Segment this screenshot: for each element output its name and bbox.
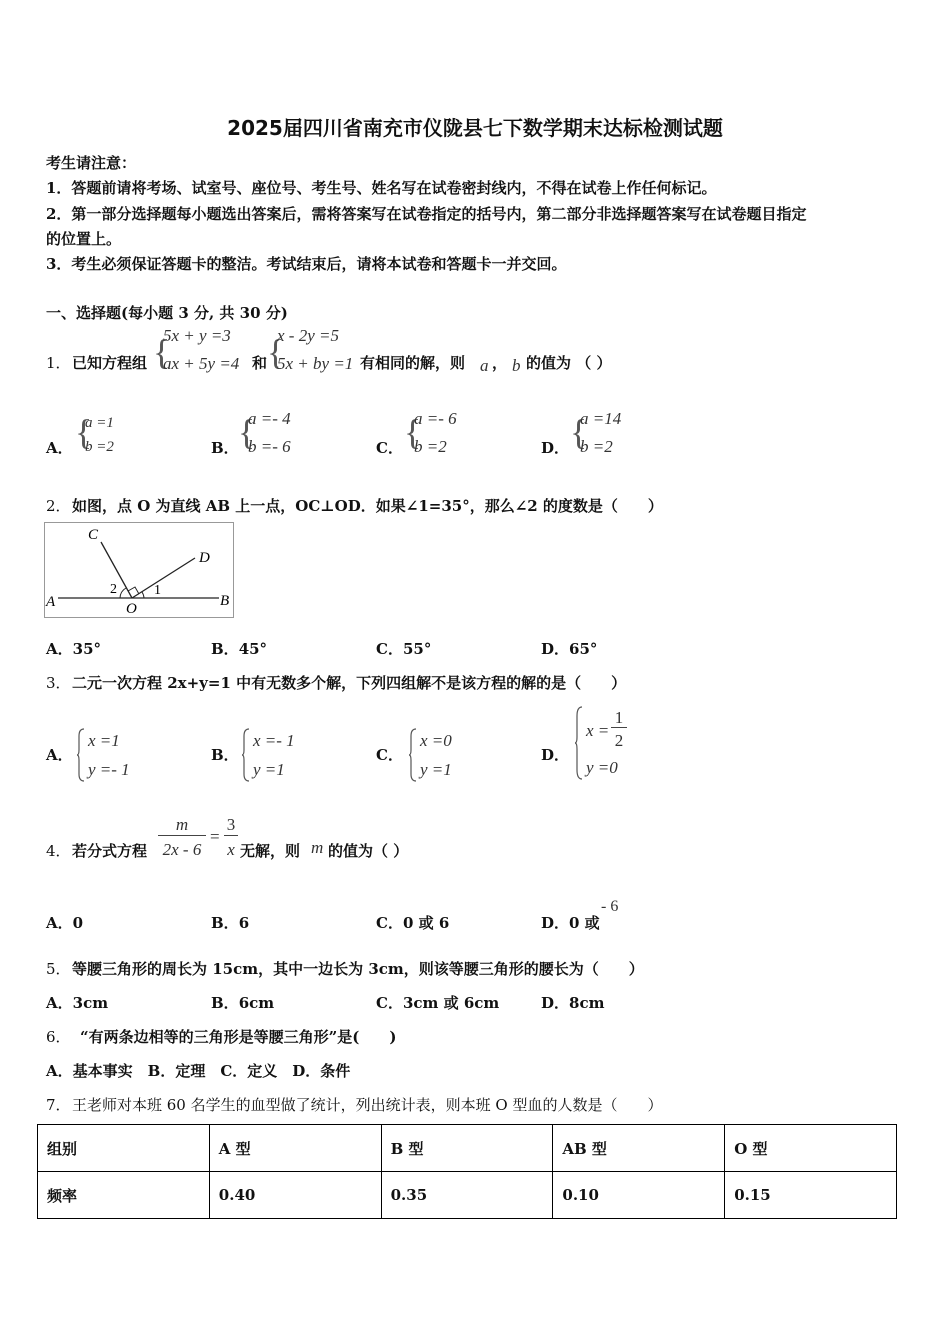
q6-number: 6． — [46, 1028, 71, 1046]
q2-option-a[interactable] — [46, 638, 101, 659]
q5-option-a-label: A． — [46, 994, 73, 1012]
q5-option-a-text: 3cm — [72, 994, 109, 1012]
q1-option-b-brace: { — [238, 412, 256, 452]
q4-option-a-label: A． — [46, 914, 73, 932]
q4-suffix2: 的值为（ ） — [328, 842, 409, 860]
q3-option-d-label[interactable]: D． — [541, 746, 570, 764]
q3-option-c-line2: y =1 — [420, 760, 452, 779]
q5-option-b[interactable] — [211, 992, 274, 1013]
q5-option-b-text: 6cm — [238, 994, 275, 1012]
page-title: 2025届四川省南充市仪陇县七下数学期末达标检测试题 — [227, 116, 723, 140]
q3-option-b-brace — [241, 728, 251, 782]
q5-option-a[interactable] — [46, 992, 108, 1013]
q2-option-b-text: 45° — [238, 640, 268, 658]
q2-text: 如图，点 O 为直线 AB 上一点，OC⊥OD．如果∠1=35°，那么∠2 的度数是（ ） — [72, 497, 663, 515]
q1-sys1-brace: { — [153, 332, 171, 372]
q3-option-a-line1: x =1 — [88, 731, 120, 750]
q1-suffix1: 有相同的解，则 — [360, 354, 466, 372]
label-angle-1: 1 — [154, 583, 161, 598]
q4-frac2-num: 3 — [224, 815, 238, 836]
q7-text: 王老师对本班 60 名学生的血型做了统计，列出统计表，则本班 O 型血的人数是（ ） — [72, 1096, 663, 1114]
q1-sys2-brace: { — [267, 332, 285, 372]
q5-text: 等腰三角形的周长为 15cm，其中一边长为 3cm，则该等腰三角形的腰长为（ ） — [72, 960, 644, 978]
q4-option-a-text: 0 — [72, 914, 84, 932]
q3-option-d-brace — [574, 706, 584, 780]
q3-text: 二元一次方程 2x+y=1 中有无数多个解，下列四组解不是该方程的解的是（ ） — [72, 674, 627, 692]
q5-option-b-label: B． — [211, 994, 239, 1012]
q7-number: 7． — [46, 1096, 71, 1114]
blood-type-table — [37, 1124, 897, 1219]
label-c: C — [88, 527, 99, 543]
q5-number: 5． — [46, 960, 71, 978]
q2-option-d-text: 65° — [569, 640, 598, 658]
q5-option-d[interactable] — [541, 992, 604, 1013]
q4-option-b-text: 6 — [238, 914, 250, 932]
q3-option-d-line1-var: x = — [586, 721, 610, 740]
q1-option-d-line1: a =14 — [580, 409, 622, 428]
q4-option-b-label: B． — [211, 914, 239, 932]
figure-frame — [45, 523, 234, 618]
q3-option-a-label[interactable]: A． — [46, 746, 73, 764]
q4-frac1-den: 2x - 6 — [162, 840, 202, 859]
q4-option-d[interactable] — [541, 912, 600, 933]
q3-option-c-brace — [408, 728, 418, 782]
q3-option-a-line2: y =- 1 — [88, 760, 130, 779]
q1-option-b-line1: a =- 4 — [248, 409, 291, 428]
q4-option-b[interactable] — [211, 912, 249, 933]
q2-option-b[interactable] — [211, 638, 267, 659]
q4-frac1-num: m — [158, 815, 206, 836]
q3-option-a-brace — [76, 728, 86, 782]
q3-option-c-line1: x =0 — [420, 731, 452, 750]
q1-option-d-label[interactable]: D． — [541, 439, 570, 457]
q4-option-d-text: 0 或 — [569, 914, 600, 932]
q5-option-c-label: C． — [376, 994, 403, 1012]
table-header-cell: 组别 — [38, 1125, 210, 1172]
angle-1-arc — [142, 592, 144, 598]
label-a: A — [46, 594, 56, 610]
q5-option-c-text: 3cm 或 6cm — [402, 994, 500, 1012]
q5-option-c[interactable] — [376, 992, 499, 1013]
q4-number: 4． — [46, 842, 71, 860]
q1-var-b: b — [512, 356, 521, 375]
q1-option-c-line1: a =- 6 — [414, 409, 457, 428]
q4-prefix: 若分式方程 — [72, 842, 148, 860]
q1-suffix2: 的值为 （ ） — [526, 354, 612, 372]
q3-option-b-line2: y =1 — [253, 760, 285, 779]
q5-option-d-label: D． — [541, 994, 570, 1012]
q2-option-d-label: D． — [541, 640, 570, 658]
notice-heading: 考生请注意： — [46, 154, 137, 172]
q2-figure — [44, 522, 236, 620]
table-header-cell: B 型 — [381, 1125, 553, 1172]
q4-option-c-label: C． — [376, 914, 403, 932]
q1-option-c-line2: b =2 — [414, 437, 447, 456]
label-b: B — [220, 593, 230, 609]
q4-var-m: m — [311, 838, 324, 857]
section-heading: 一、选择题(每小题 3 分, 共 30 分) — [46, 304, 288, 322]
table-cell: 0.40 — [209, 1172, 381, 1219]
q2-option-c-label: C． — [376, 640, 403, 658]
q1-option-b-label[interactable]: B． — [211, 439, 239, 457]
q1-sys2-eq2: 5x + by =1 — [277, 354, 354, 373]
table-header-cell: A 型 — [209, 1125, 381, 1172]
label-o: O — [126, 601, 137, 617]
q1-sys1-eq1: 5x + y =3 — [163, 326, 231, 345]
q4-option-c[interactable] — [376, 912, 449, 933]
q2-option-a-label: A． — [46, 640, 73, 658]
q2-option-b-label: B． — [211, 640, 239, 658]
q3-option-d-frac-den: 2 — [614, 731, 624, 750]
notice-item-2-cont: 的位置上。 — [46, 230, 122, 248]
q1-sys1-eq2: ax + 5y =4 — [163, 354, 240, 373]
q1-sys2-eq1: x - 2y =5 — [277, 326, 339, 345]
q3-option-d-line2: y =0 — [586, 758, 618, 777]
table-cell: 频率 — [38, 1172, 210, 1219]
table-row — [38, 1172, 897, 1219]
ray-od — [132, 558, 195, 598]
table-header-cell: AB 型 — [553, 1125, 725, 1172]
q1-option-d-brace: { — [570, 412, 588, 452]
notice-item-1: 1．答题前请将考场、试室号、座位号、考生号、姓名写在试卷密封线内，不得在试卷上作任何标记。 — [46, 179, 717, 197]
q2-option-c-text: 55° — [402, 640, 432, 658]
table-header-row — [38, 1125, 897, 1172]
q1-option-c-label[interactable]: C． — [376, 439, 403, 457]
label-d: D — [199, 550, 210, 566]
q2-number: 2． — [46, 497, 71, 515]
table-cell: 0.15 — [725, 1172, 897, 1219]
q3-option-b-label[interactable]: B． — [211, 746, 239, 764]
q1-option-c-brace: { — [404, 412, 422, 452]
q3-number: 3． — [46, 674, 71, 692]
notice-item-2: 2．第一部分选择题每小题选出答案后，需将答案写在试卷指定的括号内，第二部分非选择题答案写在试卷题目指定 — [46, 205, 807, 223]
q1-option-a-line2: b =2 — [85, 439, 114, 455]
q5-option-d-text: 8cm — [569, 994, 605, 1012]
q3-option-d-frac-num: 1 — [611, 708, 627, 728]
q2-option-a-text: 35° — [72, 640, 102, 658]
q2-option-d[interactable] — [541, 638, 597, 659]
q1-option-a-line1: a =1 — [85, 415, 114, 431]
q1-var-a: a — [480, 356, 489, 375]
q1-and: 和 — [252, 354, 268, 372]
table-header-cell: O 型 — [725, 1125, 897, 1172]
q4-option-a[interactable] — [46, 912, 83, 933]
table-cell: 0.10 — [553, 1172, 725, 1219]
q4-option-c-text: 0 或 6 — [402, 914, 450, 932]
q4-option-d-extra: - 6 — [601, 898, 619, 915]
q4-equals: = — [210, 827, 220, 846]
q1-option-a-brace: { — [75, 412, 93, 452]
q6-text: “有两条边相等的三角形是等腰三角形”是( ) — [80, 1028, 397, 1046]
q4-suffix1: 无解，则 — [240, 842, 301, 860]
q1-option-b-line2: b =- 6 — [248, 437, 291, 456]
q3-option-c-label[interactable]: C． — [376, 746, 403, 764]
table-cell: 0.35 — [381, 1172, 553, 1219]
q1-prefix: 已知方程组 — [72, 354, 148, 372]
q4-option-d-label: D． — [541, 914, 570, 932]
q4-frac2-den: x — [227, 840, 235, 859]
q1-sep: ， — [492, 354, 508, 372]
q3-option-b-line1: x =- 1 — [253, 731, 295, 750]
angle-2-arc — [120, 588, 126, 598]
notice-item-3: 3．考生必须保证答题卡的整洁。考试结束后，请将本试卷和答题卡一并交回。 — [46, 255, 567, 273]
label-angle-2: 2 — [110, 582, 117, 597]
q2-option-c[interactable] — [376, 638, 431, 659]
q1-number: 1． — [46, 354, 71, 372]
q6-options[interactable]: A．基本事实 B．定理 C．定义 D．条件 — [46, 1062, 351, 1080]
q1-option-a-label[interactable]: A． — [46, 439, 73, 457]
q1-option-d-line2: b =2 — [580, 437, 613, 456]
